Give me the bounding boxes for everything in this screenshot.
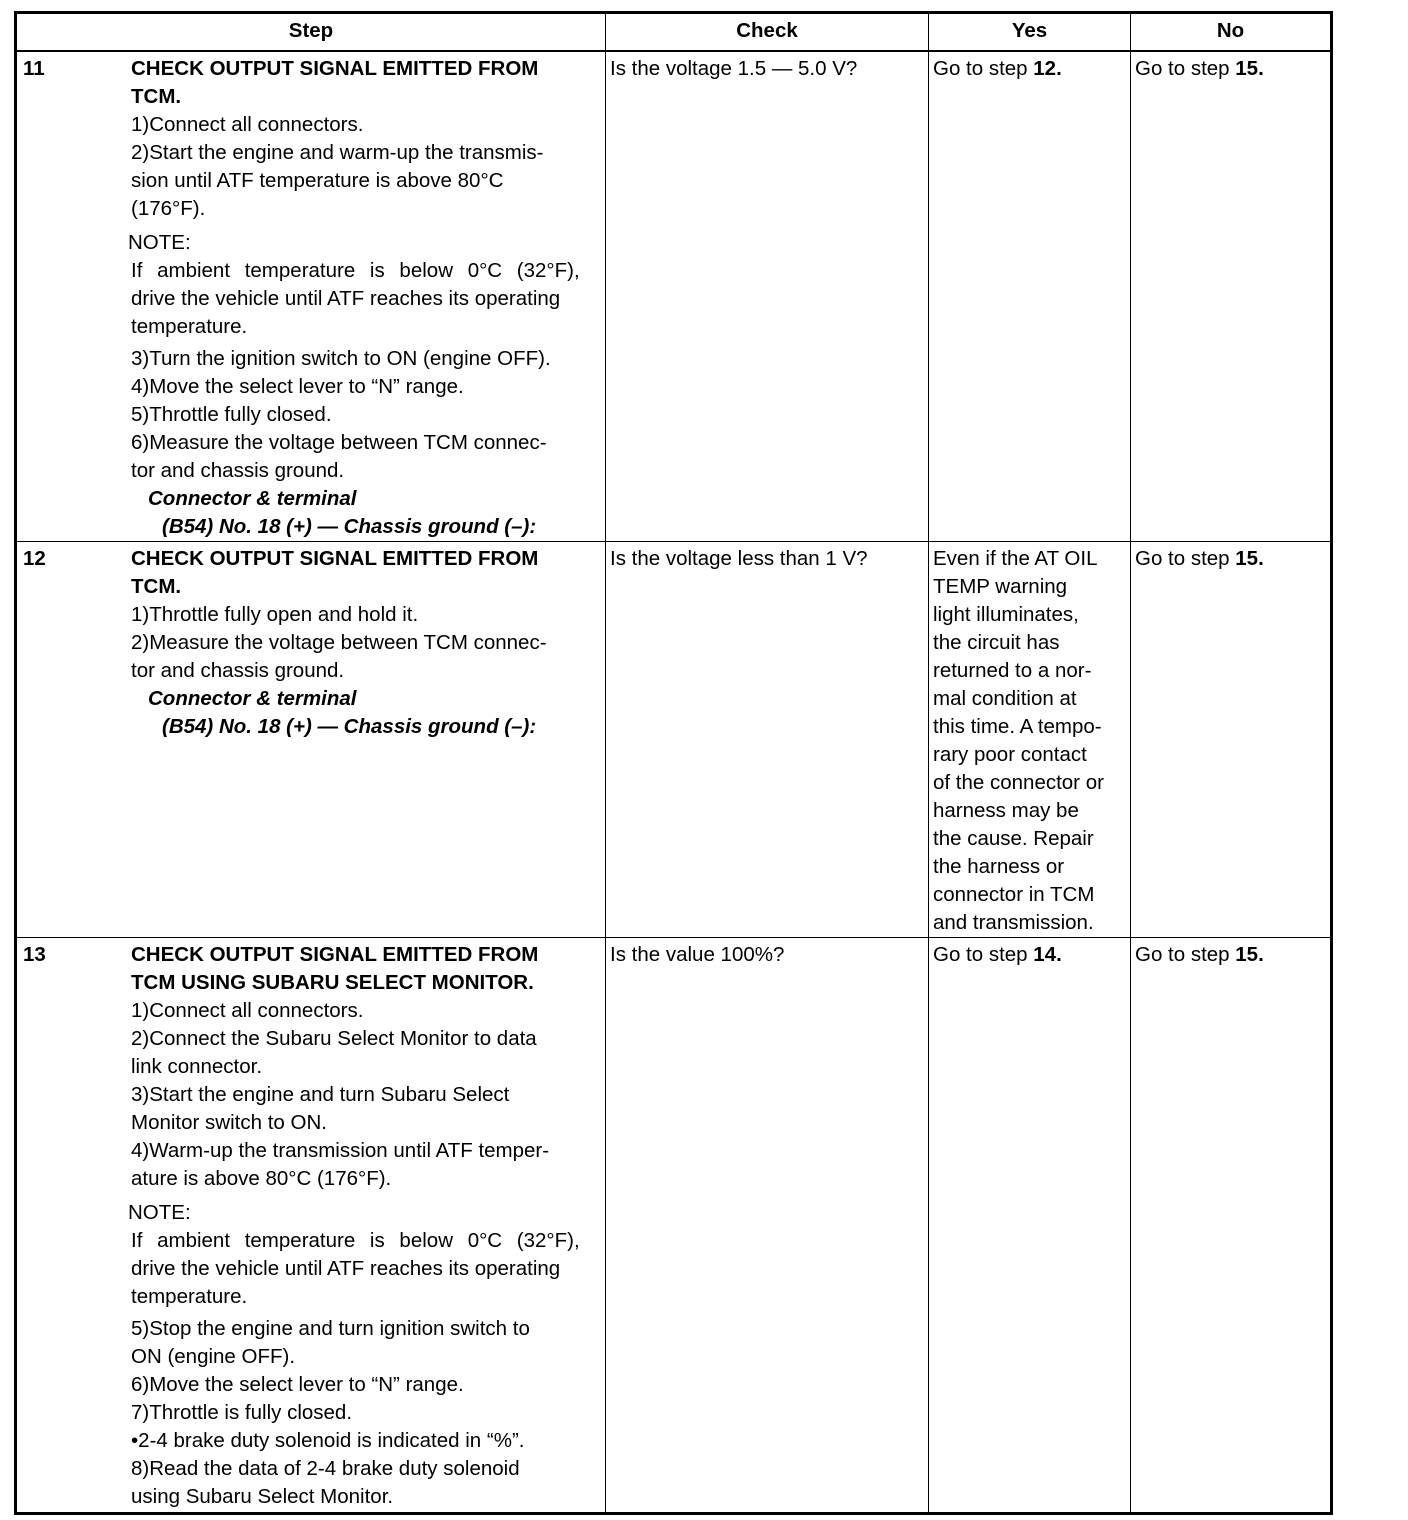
instruction-line: 2)Start the engine and warm-up the transmis- (131, 141, 544, 164)
step-number: 12 (23, 547, 46, 570)
yes-text-line: rary poor contact (933, 743, 1087, 766)
instruction-line: 1)Connect all connectors. (131, 113, 364, 136)
note-label: NOTE: (128, 1201, 191, 1224)
yes-text-line: the cause. Repair (933, 827, 1094, 850)
no-cell (1131, 542, 1332, 938)
check-question: Is the value 100%? (610, 943, 785, 966)
instruction-line: 1)Connect all connectors. (131, 999, 364, 1022)
step-title-line: TCM. (131, 85, 182, 108)
note-line: temperature. (131, 315, 248, 338)
no-step-link[interactable]: 15. (1235, 57, 1264, 80)
yes-prefix: Go to step (933, 57, 1034, 80)
instruction-line: tor and chassis ground. (131, 659, 345, 682)
step-title-line: CHECK OUTPUT SIGNAL EMITTED FROM (131, 547, 539, 570)
no-step-link[interactable]: 15. (1235, 943, 1264, 966)
instruction-line: 6)Measure the voltage between TCM connec- (131, 431, 547, 454)
yes-text-line: TEMP warning (933, 575, 1068, 598)
header-check: Check (606, 13, 929, 52)
note-line: drive the vehicle until ATF reaches its operating (131, 1257, 561, 1280)
instruction-line: 3)Turn the ignition switch to ON (engine OFF). (131, 347, 551, 370)
step-instructions (131, 545, 601, 741)
yes-text-line: of the connector or (933, 771, 1104, 794)
step-cell (16, 51, 606, 542)
step-number: 13 (23, 943, 46, 966)
note-line: If ambient temperature is below 0°C (32°F), (131, 259, 580, 282)
note-label: NOTE: (128, 231, 191, 254)
note-line: temperature. (131, 1285, 248, 1308)
instruction-line: 3)Start the engine and turn Subaru Select (131, 1083, 510, 1106)
yes-cell (929, 542, 1131, 938)
table-row-step-13 (16, 938, 1332, 1514)
instruction-line: 6)Move the select lever to “N” range. (131, 1373, 464, 1396)
header-yes: Yes (929, 13, 1131, 52)
check-cell (606, 542, 929, 938)
header-row (16, 13, 1332, 52)
instruction-line: 4)Move the select lever to “N” range. (131, 375, 464, 398)
check-cell (606, 938, 929, 1514)
yes-text-line: the circuit has (933, 631, 1060, 654)
instruction-line: 1)Throttle fully open and hold it. (131, 603, 419, 626)
yes-text-line: returned to a nor- (933, 659, 1092, 682)
step-instructions (128, 941, 601, 1511)
connector-label: Connector & terminal (148, 687, 357, 710)
yes-step-link[interactable]: 14. (1033, 943, 1062, 966)
connector-label: Connector & terminal (148, 487, 357, 510)
no-prefix: Go to step (1135, 547, 1236, 570)
yes-step-link[interactable]: 12. (1033, 57, 1062, 80)
yes-cell (929, 51, 1131, 542)
yes-text-line: and transmission. (933, 911, 1094, 934)
header-step: Step (16, 13, 606, 52)
no-cell (1131, 938, 1332, 1514)
instruction-line: 5)Throttle fully closed. (131, 403, 332, 426)
instruction-line: ON (engine OFF). (131, 1345, 296, 1368)
yes-text-line: mal condition at (933, 687, 1077, 710)
instruction-line: tor and chassis ground. (131, 459, 345, 482)
instruction-line: 7)Throttle is fully closed. (131, 1401, 353, 1424)
check-question: Is the voltage 1.5 — 5.0 V? (610, 57, 858, 80)
table-row-step-11 (16, 51, 1332, 542)
instruction-line: 2)Measure the voltage between TCM connec- (131, 631, 547, 654)
yes-prefix: Go to step (933, 943, 1034, 966)
no-prefix: Go to step (1135, 57, 1236, 80)
instruction-line: 4)Warm-up the transmission until ATF temper- (131, 1139, 550, 1162)
yes-text-line: this time. A tempo- (933, 715, 1102, 738)
yes-cell (929, 938, 1131, 1514)
step-title-line: CHECK OUTPUT SIGNAL EMITTED FROM (131, 943, 539, 966)
yes-text-line: the harness or (933, 855, 1065, 878)
check-question: Is the voltage less than 1 V? (610, 547, 868, 570)
instruction-line: •2-4 brake duty solenoid is indicated in “%”. (131, 1429, 525, 1452)
step-instructions (128, 55, 601, 541)
step-cell (16, 542, 606, 938)
note-line: drive the vehicle until ATF reaches its operating (131, 287, 561, 310)
instruction-line: Monitor switch to ON. (131, 1111, 327, 1134)
instruction-line: ature is above 80°C (176°F). (131, 1167, 392, 1190)
diagnostic-table (14, 11, 1333, 1515)
yes-text-line: harness may be (933, 799, 1079, 822)
connector-terminal: (B54) No. 18 (+) — Chassis ground (–): (162, 715, 537, 738)
instruction-line: (176°F). (131, 197, 206, 220)
note-line: If ambient temperature is below 0°C (32°F), (131, 1229, 580, 1252)
connector-terminal: (B54) No. 18 (+) — Chassis ground (–): (162, 515, 537, 538)
yes-text-line: connector in TCM (933, 883, 1095, 906)
table-row-step-12 (16, 542, 1332, 938)
instruction-line: sion until ATF temperature is above 80°C (131, 169, 504, 192)
no-prefix: Go to step (1135, 943, 1236, 966)
step-title-line: CHECK OUTPUT SIGNAL EMITTED FROM (131, 57, 539, 80)
check-cell (606, 51, 929, 542)
header-no: No (1131, 13, 1332, 52)
no-step-link[interactable]: 15. (1235, 547, 1264, 570)
instruction-line: link connector. (131, 1055, 263, 1078)
instruction-line: 2)Connect the Subaru Select Monitor to data (131, 1027, 537, 1050)
instruction-line: 5)Stop the engine and turn ignition switch to (131, 1317, 530, 1340)
step-cell (16, 938, 606, 1514)
no-cell (1131, 51, 1332, 542)
yes-text-line: light illuminates, (933, 603, 1079, 626)
step-number: 11 (23, 57, 45, 80)
step-title-line: TCM USING SUBARU SELECT MONITOR. (131, 971, 534, 994)
step-title-line: TCM. (131, 575, 182, 598)
instruction-line: 8)Read the data of 2-4 brake duty solenoid (131, 1457, 520, 1480)
instruction-line: using Subaru Select Monitor. (131, 1485, 394, 1508)
yes-text-line: Even if the AT OIL (933, 547, 1098, 570)
